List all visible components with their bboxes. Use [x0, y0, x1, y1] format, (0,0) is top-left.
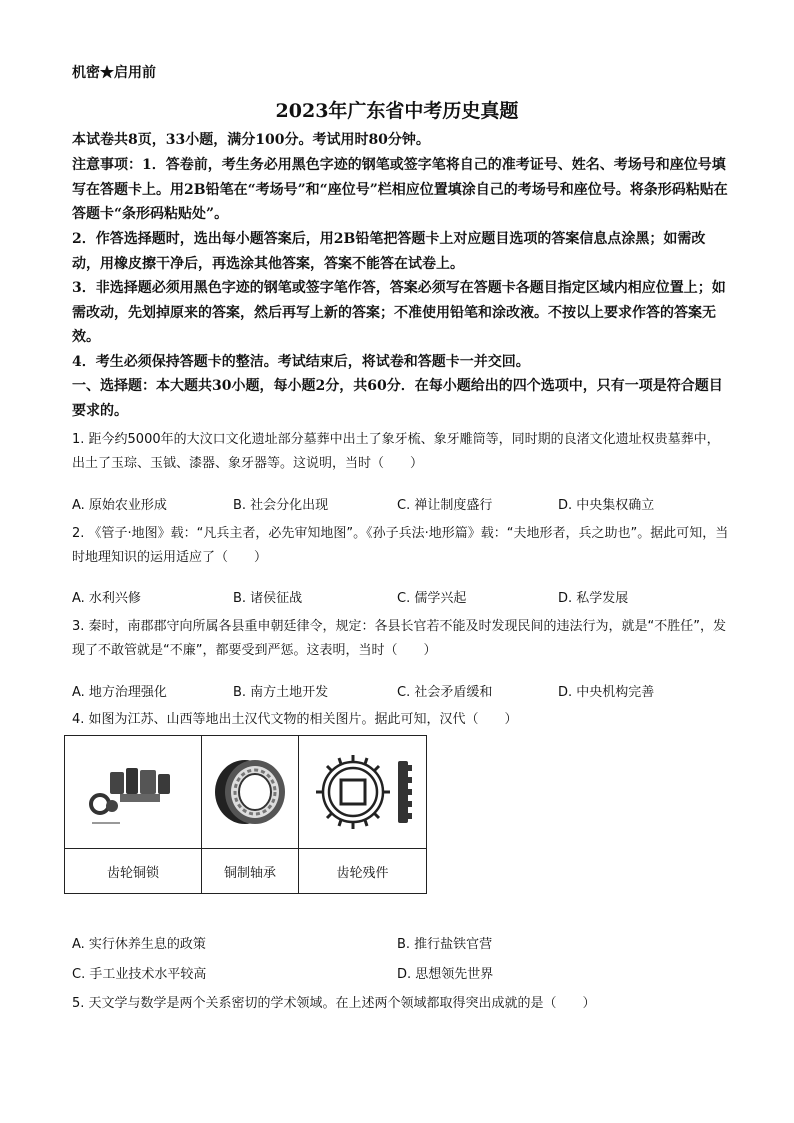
q2-option-a: A. 水利兴修 — [72, 591, 141, 606]
confidential-label: 机密★启用前 — [72, 65, 156, 81]
question-5-stem: 5. 天文学与数学是两个关系密切的学术领域。在上述两个领域都取得突出成就的是（ ） — [72, 996, 596, 1011]
q3-option-a: A. 地方治理强化 — [72, 685, 167, 700]
exam-info: 本试卷共8页，33小题，满分100分。考试用时80分钟。 — [72, 132, 430, 148]
gear-fragment-image — [299, 736, 427, 849]
q1-option-b: B. 社会分化出现 — [233, 498, 329, 513]
notice-4: 4．考生必须保持答题卡的整洁。考试结束后，将试卷和答题卡一并交回。 — [72, 354, 530, 370]
bearing-image — [202, 736, 299, 849]
question-4-stem: 4. 如图为江苏、山西等地出土汉代文物的相关图片。据此可知，汉代（ ） — [72, 712, 518, 727]
section-heading: 一、选择题：本大题共30小题，每小题2分，共60分．在每小题给出的四个选项中，只有一项是符合题目要求的。 — [72, 378, 723, 419]
figure-caption-bearing: 铜制轴承 — [202, 849, 299, 894]
notice-2: 2．作答选择题时，选出每小题答案后，用2B铅笔把答题卡上对应题目选项的答案信息点涂黑；如需改动，用橡皮擦干净后，再选涂其他答案，答案不能答在试卷上。 — [72, 231, 706, 272]
question-1-stem: 1. 距今约5000年的大汶口文化遗址部分墓葬中出土了象牙梳、象牙雕筒等，同时期的良渚文化遗址权贵墓葬中，出土了玉琮、玉钺、漆器、象牙器等。这说明，当时（ ） — [72, 432, 720, 471]
q3-option-b: B. 南方土地开发 — [233, 685, 329, 700]
figure-caption-gear-fragment: 齿轮残件 — [299, 849, 427, 894]
q3-option-d: D. 中央机构完善 — [558, 685, 655, 700]
q4-option-c: C. 手工业技术水平较高 — [72, 967, 207, 982]
q2-option-b: B. 诸侯征战 — [233, 591, 303, 606]
q4-option-b: B. 推行盐铁官营 — [397, 937, 493, 952]
q2-option-d: D. 私学发展 — [558, 591, 629, 606]
q1-option-d: D. 中央集权确立 — [558, 498, 655, 513]
q3-option-c: C. 社会矛盾缓和 — [397, 685, 493, 700]
gear-lock-image — [65, 736, 202, 849]
page-title: 2023年广东省中考历史真题 — [275, 100, 519, 122]
question-3-stem: 3. 秦时，南郡郡守向所属各县重申朝廷律令，规定：各县长官若不能及时发现民间的违法行为，就是“不胜任”，发现了不敢管就是“不廉”，都要受到严惩。这表明，当时（ ） — [72, 619, 727, 658]
notice-1: 注意事项：1．答卷前，考生务必用黑色字迹的钢笔或签字笔将自己的准考证号、姓名、考场号和座位号填写在答题卡上。用2B铅笔在“考场号”和“座位号”栏相应位置填涂自己的考场号和座位号。将条形码粘贴在答题卡“条形码粘贴处”。 — [72, 157, 728, 222]
artifact-figure-table — [64, 735, 427, 894]
q4-option-a: A. 实行休养生息的政策 — [72, 937, 206, 952]
gear-fragment-picture — [308, 747, 418, 837]
q4-option-d: D. 思想领先世界 — [397, 967, 494, 982]
q1-option-c: C. 禅让制度盛行 — [397, 498, 493, 513]
gear-lock-picture — [78, 752, 188, 832]
q2-option-c: C. 儒学兴起 — [397, 591, 467, 606]
q1-option-a: A. 原始农业形成 — [72, 498, 167, 513]
bearing-picture — [207, 749, 293, 835]
figure-caption-gear-lock: 齿轮铜锁 — [65, 849, 202, 894]
question-2-stem: 2. 《管子·地图》载：“凡兵主者，必先审知地图”。《孙子兵法·地形篇》载：“夫地形者，兵之助也”。据此可知，当时地理知识的运用适应了（ ） — [72, 526, 729, 565]
notice-3: 3．非选择题必须用黑色字迹的钢笔或签字笔作答，答案必须写在答题卡各题目指定区域内相应位置上；如需改动，先划掉原来的答案，然后再写上新的答案；不准使用铅笔和涂改液。不按以上要求作答的答案无效。 — [72, 280, 726, 345]
